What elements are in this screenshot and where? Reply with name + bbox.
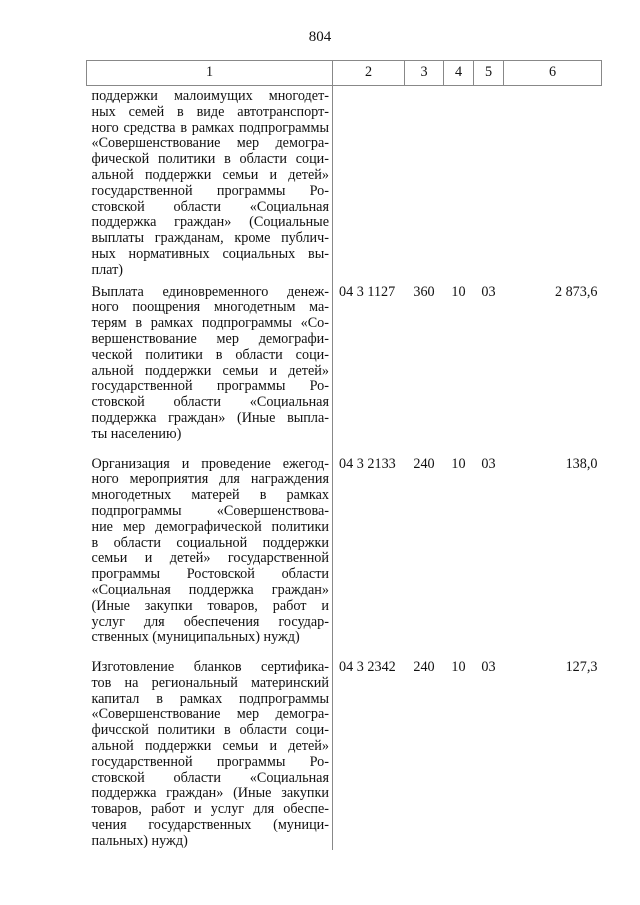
description-line: Изготовление бланков сертифика-	[91, 659, 329, 676]
description-line: Выплата единовременного денеж-	[91, 283, 329, 300]
target-code-cell: 04 3 2342	[339, 659, 396, 676]
section-cell: 10	[451, 283, 466, 300]
description-line: (Иные закупки товаров, работ и	[91, 597, 329, 614]
description-line: государственной программы Ро-	[91, 378, 329, 395]
row-description	[87, 660, 333, 850]
description-line: плат)	[91, 261, 124, 278]
description-line: стовской области «Социальная	[91, 394, 329, 411]
table-row	[87, 86, 602, 285]
description-line: государственной программы Ро-	[91, 182, 329, 199]
page-number: 804	[308, 29, 332, 45]
description-line: ние мер демографической политики	[91, 518, 329, 535]
description-line: государственной программы Ро-	[91, 753, 329, 770]
section-cell: 10	[451, 659, 466, 676]
description-line: товаров, работ и услуг для обеспе-	[91, 801, 329, 818]
expense-type-cell: 240	[413, 659, 435, 676]
target-code-cell	[333, 86, 405, 285]
description-line: фической политики в области соци-	[91, 151, 329, 168]
table-row	[87, 285, 602, 457]
target-code-cell: 04 3 2133	[339, 455, 396, 472]
description-line: Организация и проведение ежегод-	[91, 455, 329, 472]
column-header-4: 4	[444, 61, 474, 86]
description-line: ческой политики в области соци-	[91, 346, 329, 363]
description-line: выплаты гражданам, кроме публич-	[91, 230, 329, 247]
description-line: терям в рамках подпрограммы «Со-	[91, 315, 329, 332]
description-line: многодетных матерей в рамках	[91, 487, 329, 504]
description-line: вершенствование мер демографи-	[91, 330, 329, 347]
table-row	[87, 660, 602, 850]
amount-cell	[504, 86, 602, 285]
description-line: «Совершенствование мер демогра-	[91, 135, 329, 152]
expense-type-cell: 360	[413, 283, 435, 300]
description-line: программы Ростовской области	[91, 566, 329, 583]
subsection-cell: 03	[481, 283, 496, 300]
description-line: поддержка граждан» (Иные выпла-	[91, 409, 329, 426]
description-line: поддержка граждан» (Иные закупки	[91, 785, 329, 802]
description-line: капитал в рамках подпрограммы	[91, 690, 329, 707]
description-line: фичсской политики в области соци-	[91, 722, 329, 739]
description-line: «Социальная поддержка граждан»	[91, 581, 329, 598]
description-line: ных нормативных социальных вы-	[91, 245, 329, 262]
description-line: услуг для обеспечения государ-	[91, 613, 329, 630]
column-header-5: 5	[474, 61, 504, 86]
column-header-3: 3	[405, 61, 444, 86]
description-line: семьи и детей» государственной	[91, 550, 329, 567]
table-row	[87, 457, 602, 661]
row-description	[87, 86, 333, 285]
row-description	[87, 285, 333, 457]
description-line: ного средства в рамках подпрограммы	[91, 119, 329, 136]
description-line: ственных (муниципальных) нужд)	[91, 629, 300, 646]
description-line: ных семей в виде автотранспорт-	[91, 103, 329, 120]
description-line: стовской области «Социальная	[91, 769, 329, 786]
description-line: альной поддержки семьи и детей»	[91, 166, 329, 183]
target-code-cell: 04 3 1127	[339, 283, 396, 300]
expense-type-cell: 240	[413, 455, 435, 472]
table-header-row	[87, 61, 602, 86]
amount-cell: 127,3	[565, 659, 598, 676]
column-header-2: 2	[333, 61, 405, 86]
subsection-cell	[474, 86, 504, 285]
description-line: «Совершенствование мер демогра-	[91, 706, 329, 723]
description-line: альной поддержки семьи и детей»	[91, 362, 329, 379]
column-header-1: 1	[87, 61, 333, 86]
expense-type-cell	[405, 86, 444, 285]
table-body	[87, 86, 602, 850]
description-line: пальных) нужд)	[91, 832, 188, 849]
description-line: в области социальной поддержки	[91, 534, 329, 551]
description-line: альной поддержки семьи и детей»	[91, 738, 329, 755]
description-line: ного поощрения многодетным ма-	[91, 299, 329, 316]
row-description	[87, 457, 333, 661]
description-line: стовской области «Социальная	[91, 198, 329, 215]
description-line: ты населению)	[91, 425, 182, 442]
amount-cell: 138,0	[565, 455, 598, 472]
description-line: подпрограммы «Совершенствова-	[91, 502, 329, 519]
budget-table	[86, 60, 602, 850]
description-line: поддержки малоимущих многодет-	[91, 88, 329, 104]
description-line: тов на региональный материнский	[91, 674, 329, 691]
description-line: поддержка граждан» (Социальные	[91, 214, 329, 231]
subsection-cell: 03	[481, 659, 496, 676]
description-line: чения государственных (муници-	[91, 817, 329, 834]
amount-cell: 2 873,6	[554, 283, 598, 300]
section-cell	[444, 86, 474, 285]
subsection-cell: 03	[481, 455, 496, 472]
section-cell: 10	[451, 455, 466, 472]
column-header-6: 6	[504, 61, 602, 86]
description-line: ного мероприятия для награждения	[91, 471, 329, 488]
